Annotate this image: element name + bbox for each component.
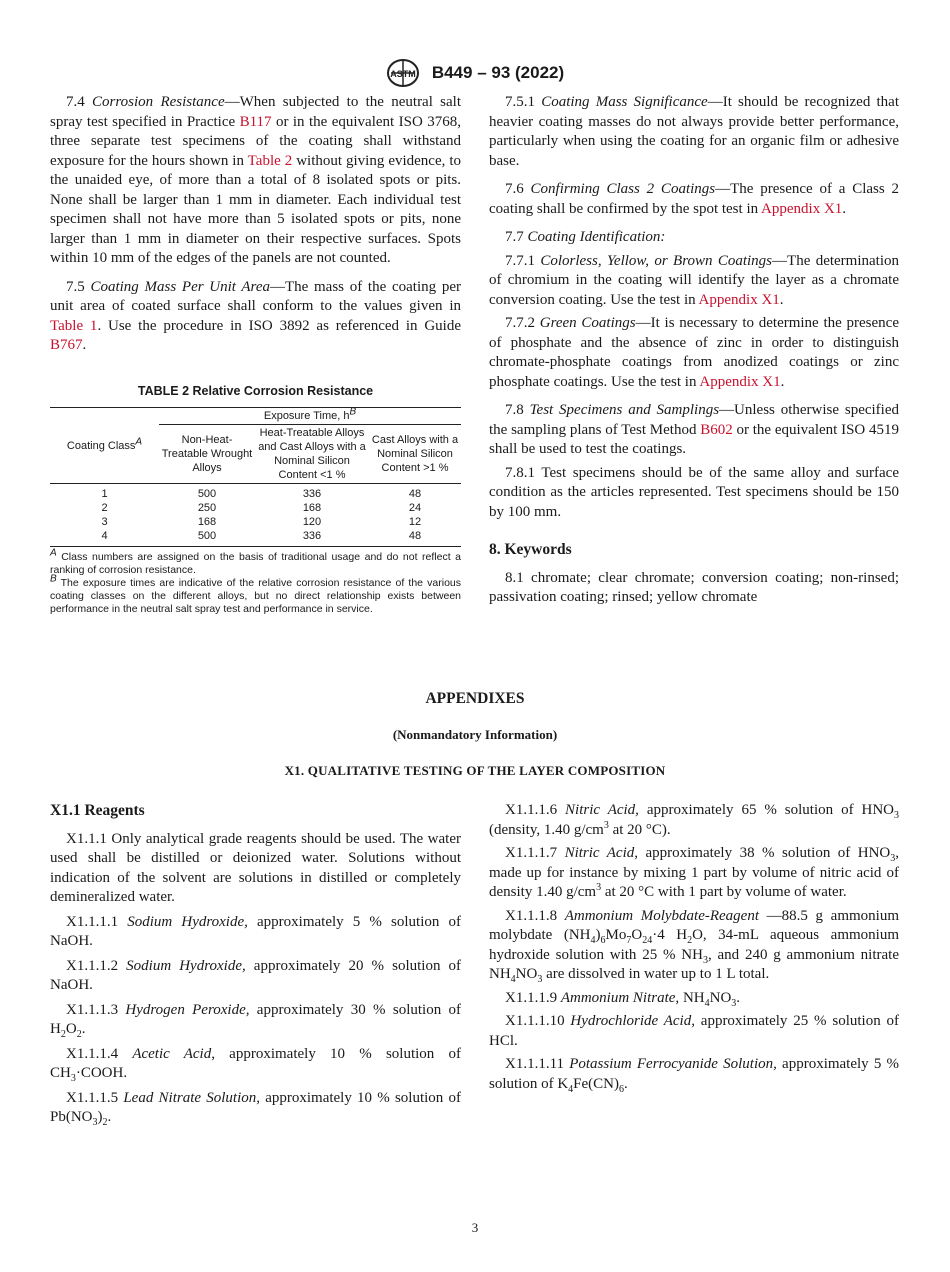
link-appendix-x1[interactable]: Appendix X1 <box>699 373 781 390</box>
astm-logo-icon <box>386 58 420 88</box>
reagent-item: X1.1.1.10 Hydrochloride Acid, approximately 25 % solution of HCl. <box>489 1013 900 1049</box>
reagent-item: X1.1.1.3 Hydrogen Peroxide, approximately 30 % solution of $H_2O_2$. <box>50 1001 462 1040</box>
corrosion-table <box>50 407 461 547</box>
paragraph-8-1: 8.1 chromate; clear chromate; conversion coating; non-rinsed; passivation coating; rinsed; yellow chromate <box>489 569 899 605</box>
paragraph-7-5-1: 7.5.1 Coating Mass Significance—It should be recognized that heavier coating masses do not always provide better performance, particularly when using the coating for an organic film or adhesive base. <box>489 94 900 169</box>
link-appendix-x1[interactable]: Appendix X1 <box>698 291 780 308</box>
page-number: 3 <box>471 1220 479 1235</box>
appendix-left-column <box>50 801 461 1133</box>
table-row: 1 500 336 48 <box>101 488 422 500</box>
reagent-item: X1.1.1.5 Lead Nitrate Solution, approximately 10 % solution of $Pb(NO_3)_2$. <box>50 1089 462 1128</box>
exposure-time-header: Exposure Time, $h^B$ <box>159 408 461 425</box>
link-table-1[interactable]: Table 1 <box>50 317 98 334</box>
svg-text:ASTM: ASTM <box>390 69 416 79</box>
reagents-heading: X1.1 Reagents <box>50 802 145 819</box>
link-b117[interactable]: B117 <box>239 113 272 130</box>
paragraph-7-7-1: 7.7.1 Colorless, Yellow, or Brown Coatings—The determination of chromium in the coating will identify the layer as a chromate conversion coating. Use the test in Appendix X1. <box>489 252 899 308</box>
table-row: 2 250 168 24 <box>101 502 422 514</box>
col-heat-treatable: Heat-Treatable Alloys and Cast Alloys with a Nominal Silicon Content <1 % <box>258 427 366 481</box>
reagent-item: X1.1.1.4 Acetic Acid, approximately 10 % solution of $CH_3\cdot COOH$. <box>50 1045 462 1084</box>
reagent-item: X1.1.1.8 Ammonium Molybdate-Reagent —88.5 g ammonium molybdate $(NH_4)_6Mo_7O_{24}\cdot 4$ $H_2O$, 34-mL aqueous ammonium hydroxide solution with 25 % $NH_3$, and 240 g ammonium nitrate $NH_4NO_3$ are dissolved in water up to 1 L total. <box>489 907 899 985</box>
link-b767[interactable]: B767 <box>50 337 83 353</box>
page-header <box>0 58 950 88</box>
reagent-item: X1.1.1.1 Sodium Hydroxide, approximately 5 % solution of NaOH. <box>50 913 462 949</box>
table-caption: TABLE 2 Relative Corrosion Resistance <box>137 383 374 398</box>
reagent-item: X1.1.1.2 Sodium Hydroxide, approximately 20 % solution of NaOH. <box>50 957 462 993</box>
footnote-b: $^B$ The exposure times are indicative of the relative corrosion resistance of the various coating classes on the different alloys, but no direct relationship exists between performance in the neutral salt spray test and performance in service. <box>50 573 461 615</box>
appendixes-title: APPENDIXES <box>425 690 525 707</box>
appendixes-subtitle: (Nonmandatory Information) <box>392 727 558 742</box>
table-footnotes <box>50 547 461 616</box>
section-8-heading: 8. Keywords <box>489 541 572 558</box>
col-non-heat-treatable: Non-Heat-Treatable Wrought Alloys <box>161 434 253 474</box>
link-table-2[interactable]: Table 2 <box>247 152 293 169</box>
reagent-item: X1.1.1.9 Ammonium Nitrate, $NH_4NO_3$. <box>505 989 741 1009</box>
paragraph-7-8-1: 7.8.1 Test specimens should be of the same alloy and surface condition as the articles represented. Test specimens should be 150 by 100 mm. <box>489 464 899 520</box>
left-column <box>50 93 461 616</box>
paragraph-7-7-2: 7.7.2 Green Coatings—It is necessary to determine the presence of phosphate and the absence of zinc in order to distinguish chromate-phosphate coatings from anodized coatings or zinc phosphate coatings. Use the test in Appendix X1. <box>489 315 899 390</box>
reagent-item: X1.1.1.7 Nitric Acid, approximately 38 % solution of $HNO_3$, made up for instance by mixing 1 part by volume of nitric acid of density 1.40 $g/cm^3$ at 20 °C with 1 part by volume of water. <box>489 845 899 900</box>
paragraph-x1-1-1: X1.1.1 Only analytical grade reagents should be used. The water used shall be distilled or deionized water. Solutions without indication of the solvent are solutions in distilled or completely demineralized water. <box>50 830 461 905</box>
paragraph-7-6: 7.6 Confirming Class 2 Coatings—The presence of a Class 2 coating shall be confirmed by the spot test in Appendix X1. <box>489 181 900 217</box>
reagent-item: X1.1.1.6 Nitric Acid, approximately 65 % solution of $HNO_3$ (density, 1.40 $g/cm^3$ at 20 °C). <box>489 802 899 838</box>
paragraph-7-5: 7.5 Coating Mass Per Unit Area—The mass of the coating per unit area of coated surface shall conform to the values given in Table 1. Use the procedure in ISO 3892 as referenced in Guide B767. <box>50 278 461 353</box>
document-designation: B449 – 93 (2022) <box>431 63 565 82</box>
footnote-a: $^A$ Class numbers are assigned on the basis of traditional usage and do not reflect a ranking of corrosion resistance. <box>50 547 461 576</box>
paragraph-7-7: 7.7 Coating Identification: <box>505 229 666 245</box>
coating-class-header: Coating Class$^A$ <box>50 408 159 484</box>
paragraph-7-4: 7.4 Corrosion Resistance—When subjected to the neutral salt spray test specified in Practice B117 or in the equivalent ISO 3768, three separate test specimens of the coating shall withstand exposure for the hours shown in Table 2 without giving evidence, to the unaided eye, of more than a total of 8 isolated spots or pits. None shall be larger than 1 mm in diameter. Each individual test specimen shall not have more than 5 isolated spots or pits, none larger than 1 mm in diameter on their respective surfaces. Spots within 10 mm of the edges of the panels are not counted. <box>50 94 462 266</box>
reagent-item: X1.1.1.11 Potassium Ferrocyanide Solution, approximately 5 % solution of $K_4Fe(CN)_6$. <box>489 1056 900 1095</box>
appendix-right-column <box>489 801 899 1098</box>
link-appendix-x1[interactable]: Appendix X1 <box>761 200 843 217</box>
appendix-x1-title: X1. QUALITATIVE TESTING OF THE LAYER COMPOSITION <box>284 763 666 778</box>
paragraph-7-8: 7.8 Test Specimens and Samplings—Unless otherwise specified the sampling plans of Test Method B602 or the equivalent ISO 4519 shall be used to test the coatings. <box>489 402 900 457</box>
col-cast-alloys: Cast Alloys with a Nominal Silicon Content >1 % <box>371 434 459 474</box>
table-row: 3 168 120 12 <box>101 516 422 528</box>
table-row: 4 500 336 48 <box>50 529 461 547</box>
link-b602[interactable]: B602 <box>700 421 733 438</box>
right-column <box>489 93 899 617</box>
